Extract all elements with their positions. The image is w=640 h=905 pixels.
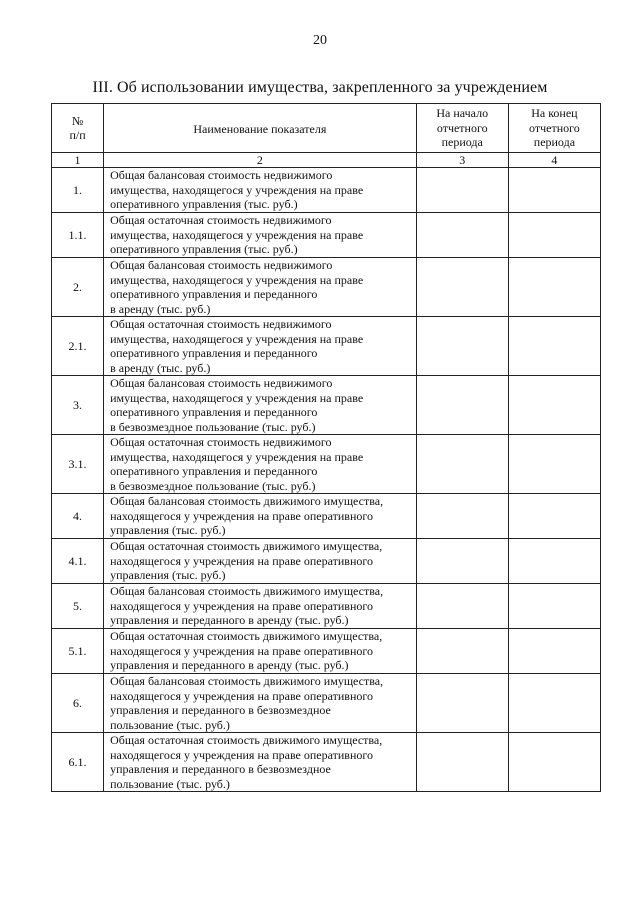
- indicator-name-line: управления и переданного в аренду (тыс. руб.): [110, 658, 349, 672]
- column-index: 2: [104, 153, 417, 168]
- indicator-name-line: Общая остаточная стоимость движимого имущества,: [110, 733, 383, 747]
- indicator-name-line: находящегося у учреждения на праве оперативного: [110, 553, 374, 568]
- table-row: [52, 258, 601, 317]
- indicator-name-line: Общая балансовая стоимость движимого имущества,: [110, 584, 384, 598]
- indicator-name-line: в аренду (тыс. руб.): [110, 301, 211, 316]
- value-period-start: [416, 584, 508, 629]
- row-number: 5.1.: [52, 629, 104, 674]
- table-body: [52, 168, 601, 792]
- table-row: [52, 213, 601, 258]
- indicator-name-line: управления (тыс. руб.): [110, 568, 226, 582]
- indicator-name: [104, 733, 417, 792]
- indicator-name-line: имущества, находящегося у учреждения на праве: [110, 227, 364, 242]
- indicator-name-line: оперативного управления и переданного: [110, 405, 318, 419]
- table-row: [52, 168, 601, 213]
- indicator-name-line: управления и переданного в аренду (тыс. руб.): [110, 613, 349, 627]
- value-period-end: [508, 258, 600, 317]
- value-period-end: [508, 168, 600, 213]
- header-number: [52, 104, 104, 153]
- value-period-start: [416, 213, 508, 258]
- header-number-line: №: [71, 113, 84, 128]
- table-row: [52, 733, 601, 792]
- value-period-end: [508, 213, 600, 258]
- header-period-end-line: На конец: [531, 106, 578, 121]
- column-index: 4: [508, 153, 600, 168]
- indicator-name-line: Общая остаточная стоимость недвижимого: [110, 435, 332, 449]
- indicator-name: [104, 258, 417, 317]
- header-indicator-name: Наименование показателя: [104, 104, 417, 153]
- value-period-start: [416, 317, 508, 376]
- value-period-start: [416, 168, 508, 213]
- header-number-line: п/п: [69, 128, 86, 142]
- table-row: [52, 435, 601, 494]
- table-row: [52, 317, 601, 376]
- indicator-name: [104, 376, 417, 435]
- column-index: 3: [416, 153, 508, 168]
- table-row: [52, 539, 601, 584]
- value-period-end: [508, 539, 600, 584]
- indicator-name-line: находящегося у учреждения на праве оперативного: [110, 747, 374, 762]
- indicator-name: [104, 584, 417, 629]
- indicator-name: [104, 494, 417, 539]
- indicator-name: [104, 213, 417, 258]
- indicator-name-line: Общая остаточная стоимость недвижимого: [110, 317, 332, 331]
- indicator-name-line: имущества, находящегося у учреждения на праве: [110, 182, 364, 197]
- row-number: 6.: [52, 674, 104, 733]
- table-header-row: [52, 104, 601, 153]
- indicator-name-line: находящегося у учреждения на праве оперативного: [110, 508, 374, 523]
- indicator-name-line: Общая балансовая стоимость недвижимого: [110, 258, 333, 272]
- table-row: [52, 629, 601, 674]
- indicator-name: [104, 168, 417, 213]
- indicator-name: [104, 435, 417, 494]
- row-number: 1.1.: [52, 213, 104, 258]
- indicator-name-line: находящегося у учреждения на праве оперативного: [110, 688, 374, 703]
- header-period-start: [416, 104, 508, 153]
- value-period-start: [416, 629, 508, 674]
- indicator-name-line: оперативного управления (тыс. руб.): [110, 242, 298, 256]
- indicator-name-line: в безвозмездное пользование (тыс. руб.): [110, 478, 316, 493]
- indicator-name-line: Общая балансовая стоимость недвижимого: [110, 376, 333, 390]
- value-period-end: [508, 494, 600, 539]
- value-period-start: [416, 376, 508, 435]
- header-period-start-line: На начало: [436, 106, 489, 121]
- table-row: [52, 494, 601, 539]
- indicator-name-line: имущества, находящегося у учреждения на праве: [110, 449, 364, 464]
- indicator-name-line: находящегося у учреждения на праве оперативного: [110, 643, 374, 658]
- indicator-name-line: управления и переданного в безвозмездное: [110, 762, 331, 776]
- table-row: [52, 376, 601, 435]
- header-period-end: [508, 104, 600, 153]
- indicator-name: [104, 629, 417, 674]
- column-index-row: [52, 153, 601, 168]
- value-period-start: [416, 733, 508, 792]
- value-period-end: [508, 584, 600, 629]
- indicator-name-line: находящегося у учреждения на праве оперативного: [110, 598, 374, 613]
- row-number: 2.: [52, 258, 104, 317]
- header-period-start-line: отчетного: [436, 120, 488, 135]
- indicator-name-line: имущества, находящегося у учреждения на праве: [110, 390, 364, 405]
- section-title: III. Об использовании имущества, закрепленного за учреждением: [92, 79, 548, 96]
- indicator-name-line: оперативного управления и переданного: [110, 287, 318, 301]
- row-number: 4.: [52, 494, 104, 539]
- row-number: 6.1.: [52, 733, 104, 792]
- value-period-start: [416, 494, 508, 539]
- value-period-end: [508, 317, 600, 376]
- indicator-name-line: Общая остаточная стоимость недвижимого: [110, 213, 332, 227]
- header-period-end-line: периода: [533, 135, 576, 150]
- indicator-name-line: Общая балансовая стоимость движимого имущества,: [110, 674, 384, 688]
- header-period-end-line: отчетного: [529, 120, 580, 135]
- row-number: 2.1.: [52, 317, 104, 376]
- column-index: 1: [52, 153, 104, 168]
- indicator-name: [104, 317, 417, 376]
- indicator-name-line: оперативного управления и переданного: [110, 346, 318, 360]
- indicator-name-line: в аренду (тыс. руб.): [110, 360, 211, 375]
- page-number: 20: [313, 33, 327, 48]
- indicator-name-line: в безвозмездное пользование (тыс. руб.): [110, 419, 316, 434]
- indicator-name-line: управления и переданного в безвозмездное: [110, 703, 331, 717]
- indicator-name-line: оперативного управления и переданного: [110, 464, 318, 478]
- indicator-name-line: управления (тыс. руб.): [110, 523, 226, 537]
- value-period-start: [416, 674, 508, 733]
- value-period-end: [508, 733, 600, 792]
- indicator-name-line: Общая остаточная стоимость движимого имущества,: [110, 629, 383, 643]
- indicator-name-line: пользование (тыс. руб.): [110, 717, 230, 732]
- value-period-end: [508, 376, 600, 435]
- value-period-end: [508, 629, 600, 674]
- indicator-name-line: оперативного управления (тыс. руб.): [110, 197, 298, 211]
- value-period-start: [416, 435, 508, 494]
- indicator-name-line: Общая остаточная стоимость движимого имущества,: [110, 539, 383, 553]
- row-number: 3.: [52, 376, 104, 435]
- row-number: 1.: [52, 168, 104, 213]
- indicator-name: [104, 674, 417, 733]
- value-period-end: [508, 435, 600, 494]
- value-period-start: [416, 539, 508, 584]
- row-number: 4.1.: [52, 539, 104, 584]
- indicator-name-line: имущества, находящегося у учреждения на праве: [110, 331, 364, 346]
- header-period-start-line: периода: [441, 135, 483, 150]
- indicator-name-line: Общая балансовая стоимость движимого имущества,: [110, 494, 384, 508]
- row-number: 3.1.: [52, 435, 104, 494]
- indicator-name-line: имущества, находящегося у учреждения на праве: [110, 272, 364, 287]
- indicator-name: [104, 539, 417, 584]
- row-number: 5.: [52, 584, 104, 629]
- indicator-name-line: Общая балансовая стоимость недвижимого: [110, 168, 333, 182]
- property-usage-table: [51, 103, 601, 792]
- indicator-name-line: пользование (тыс. руб.): [110, 776, 230, 791]
- table-row: [52, 584, 601, 629]
- value-period-end: [508, 674, 600, 733]
- table-row: [52, 674, 601, 733]
- value-period-start: [416, 258, 508, 317]
